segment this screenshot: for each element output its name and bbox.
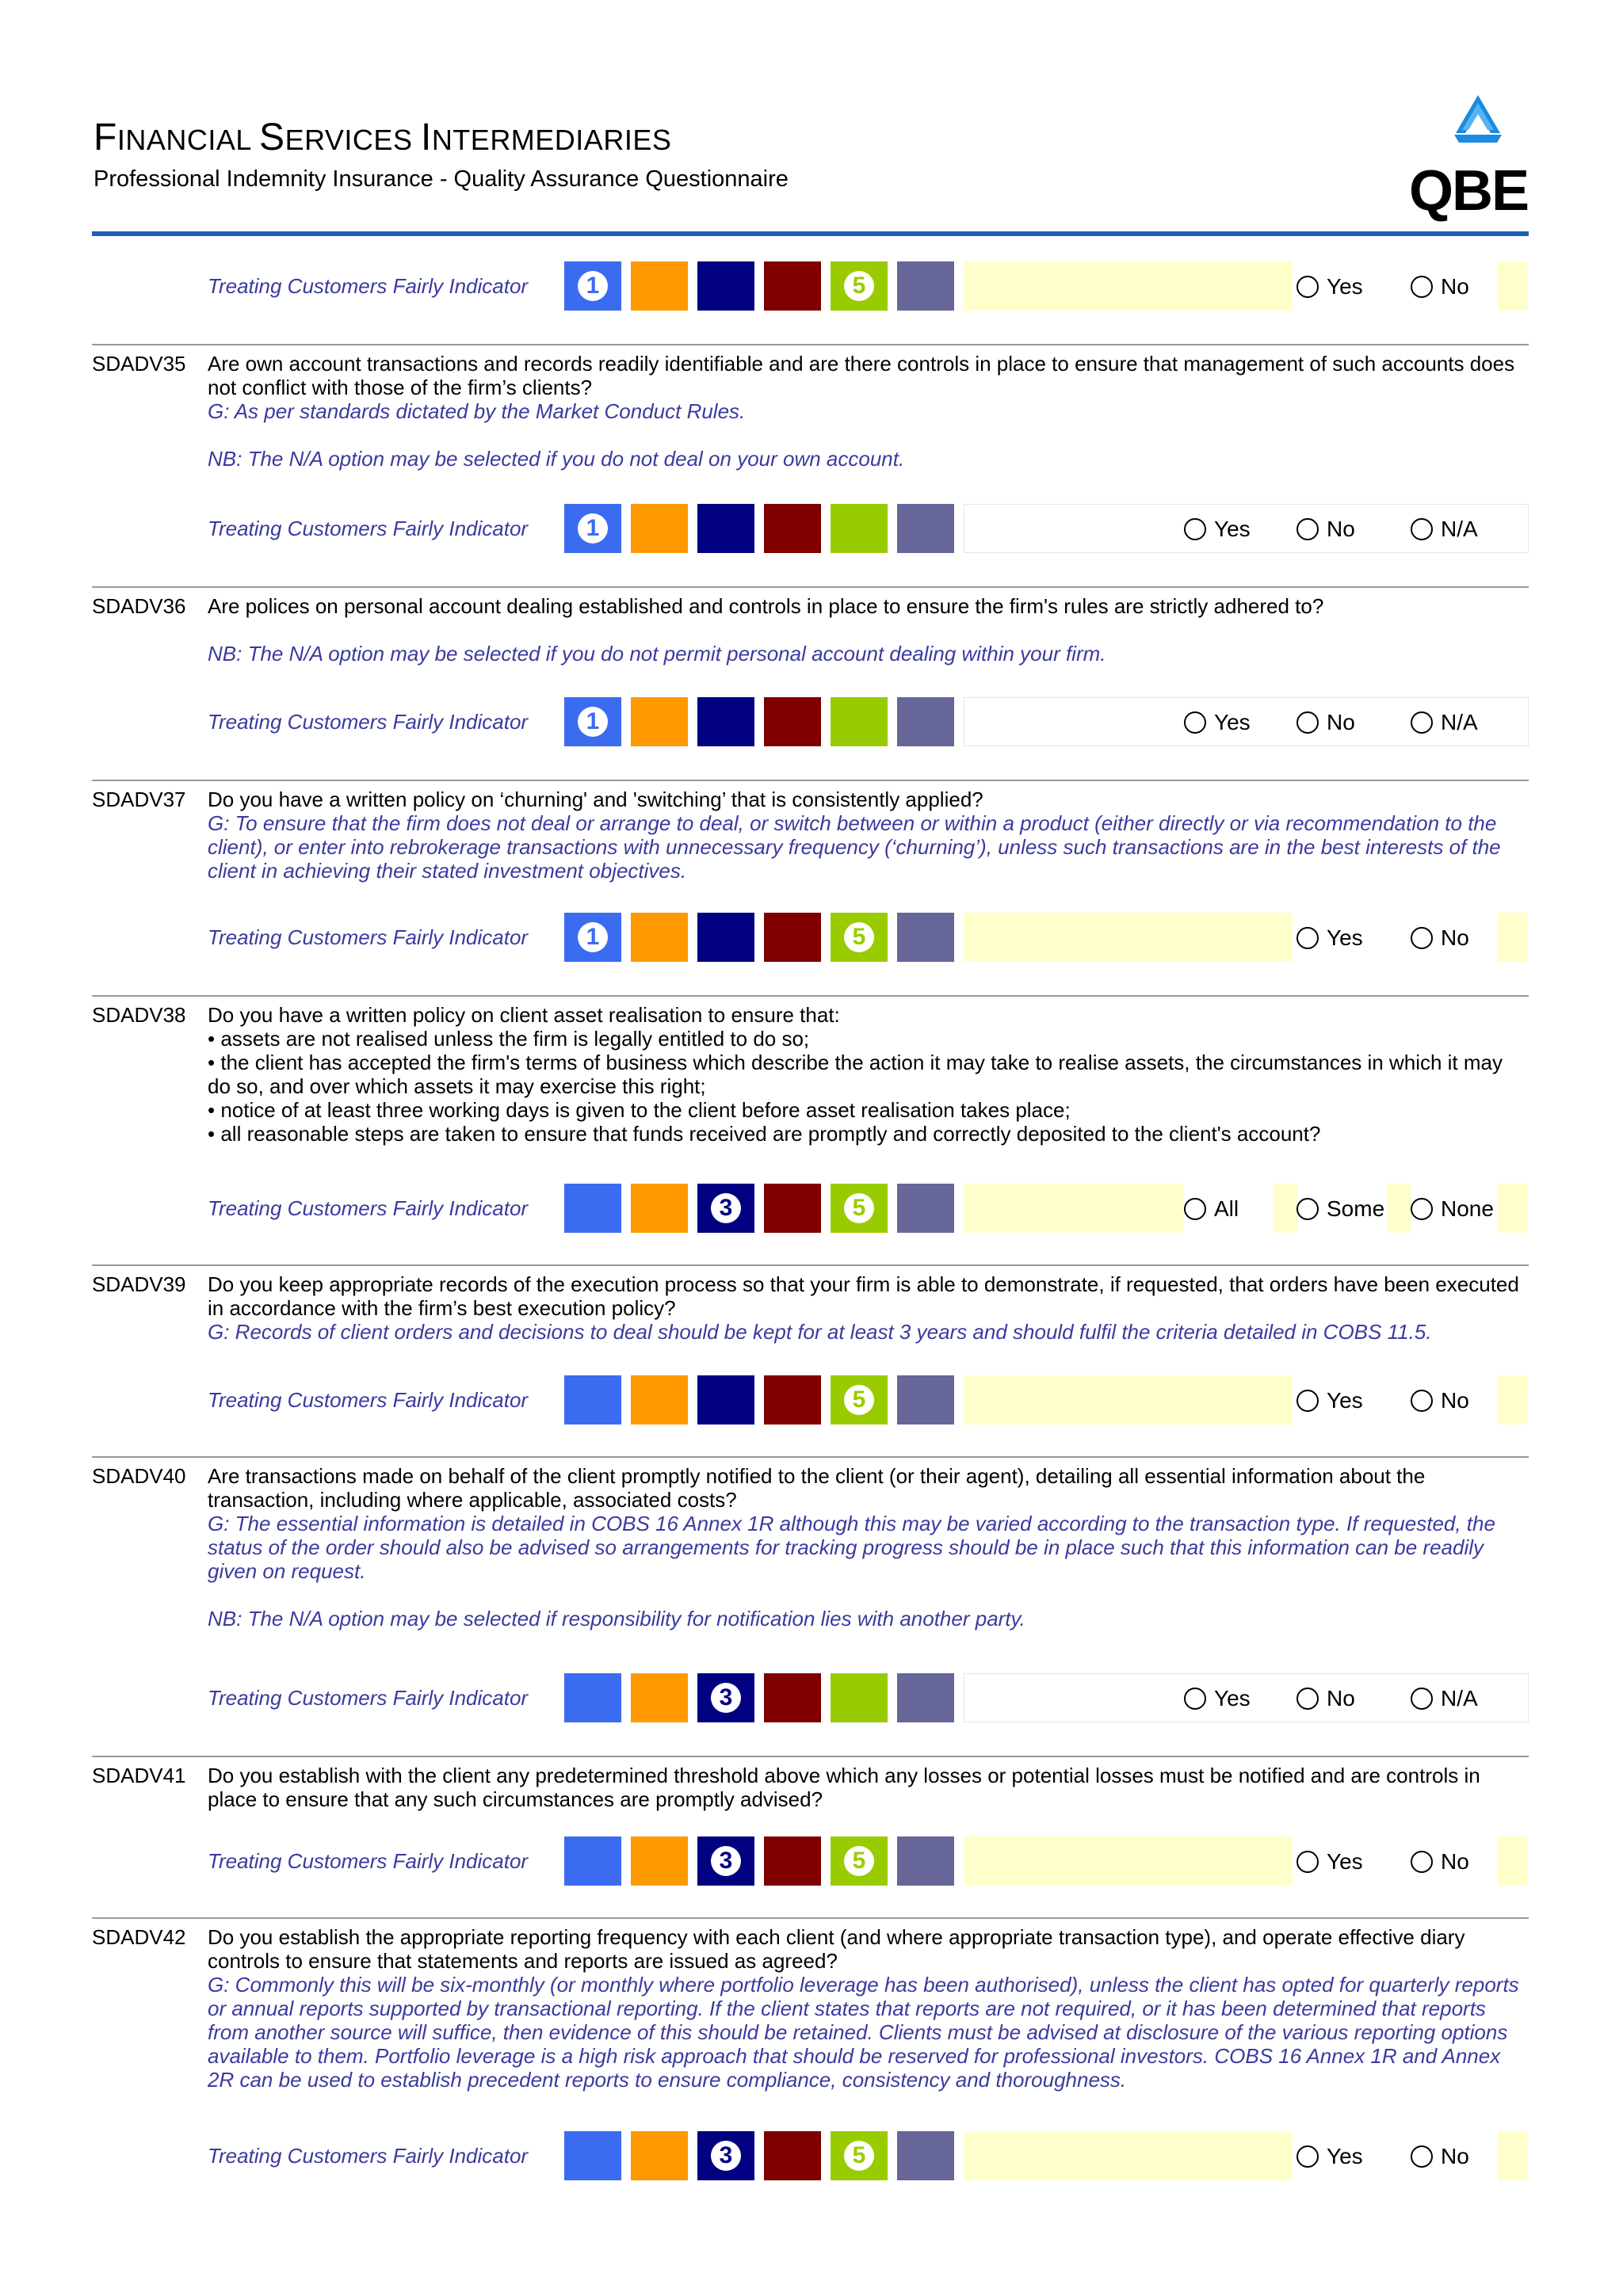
radio-yes[interactable]: Yes [1296, 274, 1363, 299]
question-bullet: • assets are not realised unless the firm is legally entitled to do so; [208, 1027, 810, 1051]
question-bullet: • notice of at least three working days is given to the client before asset realisation takes place; [208, 1098, 1071, 1122]
tcf-indicator-4[interactable] [764, 1836, 821, 1886]
tcf-label: Treating Customers Fairly Indicator [208, 1196, 529, 1220]
tcf-label: Treating Customers Fairly Indicator [208, 2144, 529, 2168]
question-guidance: G: Records of client orders and decisions to deal should be kept for at least 3 years and should fulfil the criteria detailed in COBS 11.5. [208, 1320, 1432, 1344]
tcf-row [208, 1184, 1529, 1233]
tcf-indicator-2[interactable] [631, 697, 688, 746]
tcf-indicator-1[interactable] [564, 2131, 621, 2180]
tcf-indicator-3[interactable]: 3 [697, 1836, 754, 1886]
question-sdadv41 [92, 1756, 1529, 1811]
question-nb: NB: The N/A option may be selected if responsibility for notification lies with another party. [208, 1607, 1025, 1630]
tcf-indicator-2[interactable] [631, 1375, 688, 1425]
tcf-indicator-5[interactable]: 5 [831, 1184, 888, 1233]
header-divider [92, 231, 1529, 236]
radio-na[interactable]: N/A [1411, 710, 1478, 735]
answer-box [1498, 913, 1528, 962]
tcf-row [208, 261, 1529, 311]
tcf-indicator-4[interactable] [764, 913, 821, 962]
question-sdadv35 [92, 344, 1529, 471]
tcf-indicator-2[interactable] [631, 1184, 688, 1233]
tcf-indicator-5[interactable]: 5 [831, 913, 888, 962]
tcf-indicator-4[interactable] [764, 2131, 821, 2180]
question-id: SDADV41 [92, 1764, 186, 1787]
tcf-row [208, 504, 1529, 553]
question-sdadv42 [92, 1917, 1529, 2092]
tcf-label: Treating Customers Fairly Indicator [208, 517, 529, 540]
question-guidance: G: Commonly this will be six-monthly (or monthly where portfolio leverage has been authorised), unless the client has opted for quarterly reports or annual reports supported by transactional reporting. If the client states that reports are not required, or it has been determined that reports from another source will suffice, then evidence of this should be retained. Clients must be advised at disclosure of the various reporting options available to them. Portfolio leverage is a high risk approach that should be reserved for professional investors. COBS 16 Annex 1R and Annex 2R can be used to establish precedent reports to ensure compliance, consistency and thoroughness. [208, 1973, 1519, 2092]
page-header [94, 116, 1528, 193]
tcf-indicator-4[interactable] [764, 697, 821, 746]
question-id: SDADV36 [92, 594, 186, 618]
tcf-indicator-5[interactable] [831, 1673, 888, 1722]
tcf-indicator-2[interactable] [631, 504, 688, 553]
tcf-indicator-5[interactable] [831, 504, 888, 553]
tcf-indicator-6[interactable] [897, 261, 954, 311]
tcf-indicator-6[interactable] [897, 1184, 954, 1233]
question-sdadv37 [92, 780, 1529, 883]
question-divider [92, 1264, 1529, 1266]
tcf-indicator-4[interactable] [764, 261, 821, 311]
question-divider [92, 1756, 1529, 1757]
question-text: Do you establish the appropriate reporting frequency with each client (and where appropriate transaction type), and operate effective diary controls to ensure that statements and reports are issued as agreed? [208, 1925, 1465, 1973]
tcf-indicator-1[interactable] [564, 1673, 621, 1722]
question-divider [92, 1456, 1529, 1458]
tcf-row [208, 913, 1529, 962]
tcf-label: Treating Customers Fairly Indicator [208, 274, 529, 298]
question-text: Are polices on personal account dealing established and controls in place to ensure the firm's rules are strictly adhered to? [208, 594, 1324, 618]
radio-no[interactable]: No [1411, 925, 1469, 951]
question-bullet: • all reasonable steps are taken to ensure that funds received are promptly and correctly deposited to the client's account? [208, 1122, 1321, 1146]
tcf-indicator-5[interactable]: 5 [831, 261, 888, 311]
question-guidance: G: As per standards dictated by the Market Conduct Rules. [208, 399, 746, 423]
answer-box [964, 1836, 1293, 1886]
tcf-indicator-2[interactable] [631, 1673, 688, 1722]
question-id: SDADV38 [92, 1003, 186, 1027]
question-divider [92, 1917, 1529, 1919]
answer-box [1498, 261, 1528, 311]
question-sdadv40 [92, 1456, 1529, 1630]
tcf-indicator-4[interactable] [764, 1184, 821, 1233]
qbe-logo-text: QBE [1409, 159, 1529, 223]
tcf-row [208, 2131, 1529, 2180]
radio-yes[interactable]: Yes [1184, 710, 1251, 735]
radio-none[interactable]: None [1411, 1196, 1494, 1222]
tcf-indicator-4[interactable] [764, 504, 821, 553]
answer-box [1387, 1184, 1411, 1233]
tcf-indicator-1[interactable]: 1 [564, 261, 621, 311]
question-divider [92, 995, 1529, 997]
tcf-indicator-3[interactable] [697, 913, 754, 962]
tcf-indicator-6[interactable] [897, 1375, 954, 1425]
tcf-indicator-5[interactable]: 5 [831, 2131, 888, 2180]
radio-all[interactable]: All [1184, 1196, 1239, 1222]
tcf-indicator-5[interactable] [831, 697, 888, 746]
question-divider [92, 586, 1529, 588]
tcf-row [208, 1836, 1529, 1886]
radio-no[interactable]: No [1411, 274, 1469, 299]
tcf-indicator-3[interactable] [697, 1375, 754, 1425]
question-id: SDADV39 [92, 1272, 186, 1296]
answer-box [1498, 1836, 1528, 1886]
tcf-indicator-6[interactable] [897, 1836, 954, 1886]
tcf-indicator-1[interactable] [564, 1836, 621, 1886]
radio-no[interactable]: No [1296, 710, 1355, 735]
tcf-indicator-2[interactable] [631, 1836, 688, 1886]
tcf-indicator-1[interactable]: 1 [564, 504, 621, 553]
question-id: SDADV40 [92, 1464, 186, 1488]
question-id: SDADV37 [92, 788, 186, 811]
answer-box [964, 913, 1293, 962]
tcf-indicator-5[interactable]: 5 [831, 1375, 888, 1425]
tcf-indicator-2[interactable] [631, 913, 688, 962]
radio-no[interactable]: No [1411, 1388, 1469, 1413]
tcf-indicator-1[interactable]: 1 [564, 913, 621, 962]
radio-yes[interactable]: Yes [1296, 2144, 1363, 2169]
tcf-indicator-3[interactable]: 3 [697, 1673, 754, 1722]
tcf-label: Treating Customers Fairly Indicator [208, 1849, 529, 1873]
radio-no[interactable]: No [1411, 2144, 1469, 2169]
question-text: Are transactions made on behalf of the client promptly notified to the client (or their agent), detailing all essential information about the transaction, including where applicable, associated costs? [208, 1464, 1426, 1512]
answer-box [964, 261, 1293, 311]
tcf-indicator-6[interactable] [897, 1673, 954, 1722]
radio-yes[interactable]: Yes [1184, 1686, 1251, 1711]
radio-na[interactable]: N/A [1411, 517, 1478, 542]
question-nb: NB: The N/A option may be selected if you do not permit personal account dealing within your firm. [208, 642, 1106, 666]
tcf-indicator-6[interactable] [897, 913, 954, 962]
tcf-label: Treating Customers Fairly Indicator [208, 925, 529, 949]
answer-box [964, 2131, 1293, 2180]
question-divider [92, 344, 1529, 345]
question-sdadv39 [92, 1264, 1529, 1344]
tcf-indicator-1[interactable] [564, 1184, 621, 1233]
tcf-indicator-6[interactable] [897, 504, 954, 553]
document-subtitle: Professional Indemnity Insurance - Quality Assurance Questionnaire [94, 166, 789, 192]
radio-na[interactable]: N/A [1411, 1686, 1478, 1711]
tcf-indicator-2[interactable] [631, 2131, 688, 2180]
question-guidance: G: To ensure that the firm does not deal or arrange to deal, or switch between or within a product (either directly or via recommendation to the client), or enter into rebrokerage transactions with unnecessary frequency (‘churning’), unless such transactions are in the best interests of the client in achieving their stated investment objectives. [208, 811, 1501, 883]
question-sdadv38 [92, 995, 1529, 1146]
question-nb: NB: The N/A option may be selected if you do not deal on your own account. [208, 447, 905, 471]
tcf-label: Treating Customers Fairly Indicator [208, 1686, 529, 1710]
tcf-indicator-5[interactable]: 5 [831, 1836, 888, 1886]
tcf-label: Treating Customers Fairly Indicator [208, 1388, 529, 1412]
tcf-indicator-3[interactable] [697, 261, 754, 311]
radio-some[interactable]: Some [1296, 1196, 1384, 1222]
radio-yes[interactable]: Yes [1296, 1388, 1363, 1413]
tcf-indicator-3[interactable] [697, 697, 754, 746]
tcf-indicator-2[interactable] [631, 261, 688, 311]
document-title: FINANCIAL SERVICES INTERMEDIARIES [94, 116, 672, 158]
question-bullet: • the client has accepted the firm's terms of business which describe the action it may take to realise assets, the circumstances in which it may do so, and over which assets it may exercise this right; [208, 1051, 1503, 1098]
question-text: Do you establish with the client any predetermined threshold above which any losses or potential losses must be notified and are controls in place to ensure that any such circumstances are promptly advised? [208, 1764, 1480, 1811]
question-id: SDADV42 [92, 1925, 186, 1949]
tcf-indicator-3[interactable] [697, 504, 754, 553]
tcf-row [208, 1375, 1529, 1425]
radio-yes[interactable]: Yes [1296, 925, 1363, 951]
question-divider [92, 780, 1529, 781]
question-text: Do you have a written policy on client asset realisation to ensure that: [208, 1003, 840, 1027]
answer-box [1498, 2131, 1528, 2180]
answer-box [1498, 1375, 1528, 1425]
tcf-row [208, 1673, 1529, 1722]
tcf-indicator-3[interactable]: 3 [697, 1184, 754, 1233]
tcf-indicator-6[interactable] [897, 2131, 954, 2180]
question-text: Do you have a written policy on ‘churning' and 'switching’ that is consistently applied? [208, 788, 983, 811]
question-guidance: G: The essential information is detailed in COBS 16 Annex 1R although this may be varied according to the transaction type. If requested, the status of the order should also be advised so arrangements for tracking progress should be in place such that this information can be readily given on request. [208, 1512, 1495, 1583]
tcf-indicator-3[interactable]: 3 [697, 2131, 754, 2180]
tcf-indicator-4[interactable] [764, 1375, 821, 1425]
radio-no[interactable]: No [1411, 1849, 1469, 1875]
question-id: SDADV35 [92, 352, 186, 376]
tcf-indicator-1[interactable]: 1 [564, 697, 621, 746]
radio-no[interactable]: No [1296, 517, 1355, 542]
question-sdadv36 [92, 586, 1529, 666]
tcf-indicator-4[interactable] [764, 1673, 821, 1722]
answer-box [1498, 1184, 1528, 1233]
tcf-indicator-6[interactable] [897, 697, 954, 746]
answer-box [964, 1375, 1293, 1425]
tcf-row [208, 697, 1529, 746]
answer-box [1274, 1184, 1297, 1233]
radio-no[interactable]: No [1296, 1686, 1355, 1711]
answer-box [964, 1184, 1184, 1233]
tcf-indicator-1[interactable] [564, 1375, 621, 1425]
radio-yes[interactable]: Yes [1296, 1849, 1363, 1875]
question-text: Do you keep appropriate records of the execution process so that your firm is able to demonstrate, if requested, that orders have been executed in accordance with the firm’s best execution policy? [208, 1272, 1519, 1320]
radio-yes[interactable]: Yes [1184, 517, 1251, 542]
tcf-label: Treating Customers Fairly Indicator [208, 710, 529, 734]
question-text: Are own account transactions and records readily identifiable and are there controls in place to ensure that management of such accounts does not conflict with those of the firm’s clients? [208, 352, 1515, 399]
